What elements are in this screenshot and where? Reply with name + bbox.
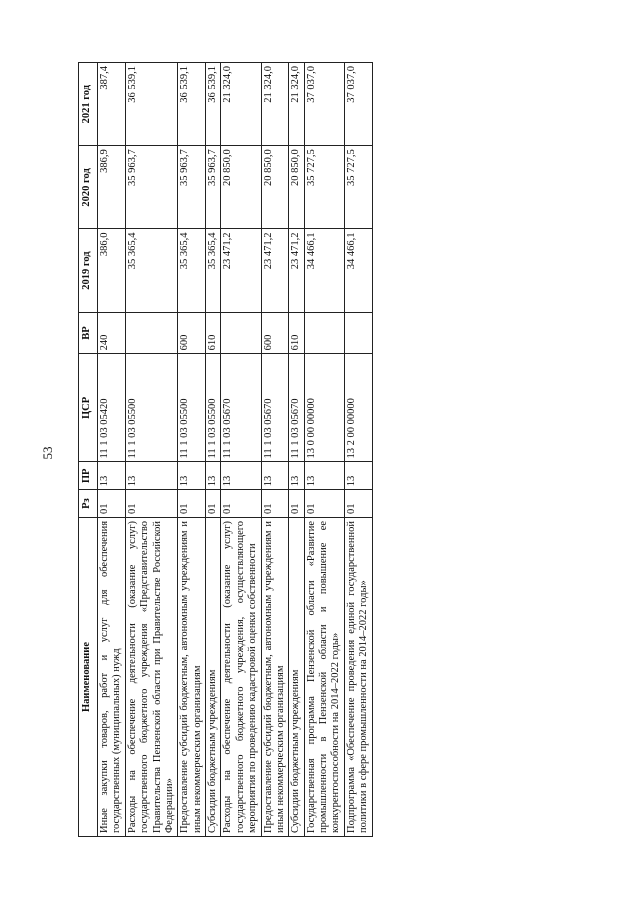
table-row bbox=[344, 63, 372, 837]
row-csr: 13 2 00 00000 bbox=[344, 354, 372, 462]
row-2019: 386,0 bbox=[98, 229, 126, 312]
row-vr: 240 bbox=[98, 312, 126, 354]
row-2019: 34 466,1 bbox=[304, 229, 344, 312]
table-row bbox=[289, 63, 304, 837]
row-rz: 01 bbox=[304, 490, 344, 518]
row-2020: 20 850,0 bbox=[289, 146, 304, 229]
header-2019: 2019 год bbox=[79, 229, 98, 312]
table-row bbox=[304, 63, 344, 837]
row-2021: 37 037,0 bbox=[344, 63, 372, 146]
row-vr: 600 bbox=[178, 312, 206, 354]
header-csr: ЦСР bbox=[79, 354, 98, 462]
row-2021: 36 539,1 bbox=[206, 63, 221, 146]
table-row bbox=[221, 63, 261, 837]
row-name: Предоставление субсидий бюджетным, автономным учреждениям и иным некоммерческим организациям bbox=[178, 517, 206, 836]
header-rz: Рз bbox=[79, 490, 98, 518]
table-row bbox=[178, 63, 206, 837]
row-2019: 35 365,4 bbox=[206, 229, 221, 312]
row-2019: 23 471,2 bbox=[261, 229, 289, 312]
row-2019: 23 471,2 bbox=[289, 229, 304, 312]
row-pr: 13 bbox=[304, 462, 344, 490]
row-pr: 13 bbox=[125, 462, 178, 490]
table-row bbox=[261, 63, 289, 837]
header-2020: 2020 год bbox=[79, 146, 98, 229]
row-rz: 01 bbox=[178, 490, 206, 518]
row-2020: 35 727,5 bbox=[344, 146, 372, 229]
row-name: Государственная программа Пензенской области «Развитие промышленности в Пензенской области и повышение ее конкурентоспособности на 2014–2022 годы» bbox=[304, 517, 344, 836]
budget-table bbox=[78, 62, 373, 837]
table-row bbox=[125, 63, 178, 837]
table-row bbox=[206, 63, 221, 837]
row-vr bbox=[304, 312, 344, 354]
row-2019: 35 365,4 bbox=[125, 229, 178, 312]
row-name: Расходы на обеспечение деятельности (оказание услуг) государственного бюджетного учреждения, осуществляющего мероприятия по проведению кадастровой оценки собственности bbox=[221, 517, 261, 836]
header-name: Наименование bbox=[79, 517, 98, 836]
row-2021: 36 539,1 bbox=[178, 63, 206, 146]
row-2021: 387,4 bbox=[98, 63, 126, 146]
row-csr: 11 1 03 05670 bbox=[289, 354, 304, 462]
row-pr: 13 bbox=[206, 462, 221, 490]
row-2021: 21 324,0 bbox=[289, 63, 304, 146]
row-vr: 600 bbox=[261, 312, 289, 354]
row-2020: 35 963,7 bbox=[178, 146, 206, 229]
row-2021: 37 037,0 bbox=[304, 63, 344, 146]
row-csr: 11 1 03 05500 bbox=[206, 354, 221, 462]
rotated-page-content bbox=[78, 62, 463, 837]
row-vr bbox=[221, 312, 261, 354]
row-2019: 23 471,2 bbox=[221, 229, 261, 312]
row-2021: 36 539,1 bbox=[125, 63, 178, 146]
row-csr: 11 1 03 05500 bbox=[178, 354, 206, 462]
row-name: Подпрограмма «Обеспечение проведения единой государственной политики в сфере промышленности на 2014–2022 годы» bbox=[344, 517, 372, 836]
row-csr: 11 1 03 05420 bbox=[98, 354, 126, 462]
row-vr bbox=[125, 312, 178, 354]
row-vr: 610 bbox=[289, 312, 304, 354]
row-2021: 21 324,0 bbox=[261, 63, 289, 146]
row-name: Субсидии бюджетным учреждениям bbox=[206, 517, 221, 836]
row-pr: 13 bbox=[178, 462, 206, 490]
row-rz: 01 bbox=[125, 490, 178, 518]
row-pr: 13 bbox=[344, 462, 372, 490]
header-2021: 2021 год bbox=[79, 63, 98, 146]
row-name: Субсидии бюджетным учреждениям bbox=[289, 517, 304, 836]
row-rz: 01 bbox=[206, 490, 221, 518]
row-vr bbox=[344, 312, 372, 354]
row-rz: 01 bbox=[344, 490, 372, 518]
header-pr: ПР bbox=[79, 462, 98, 490]
header-vr: ВР bbox=[79, 312, 98, 354]
row-2019: 34 466,1 bbox=[344, 229, 372, 312]
row-name: Предоставление субсидий бюджетным, автономным учреждениям и иным некоммерческим организациям bbox=[261, 517, 289, 836]
row-pr: 13 bbox=[261, 462, 289, 490]
row-pr: 13 bbox=[98, 462, 126, 490]
table-header-row bbox=[79, 63, 98, 837]
row-pr: 13 bbox=[221, 462, 261, 490]
row-name: Иные закупки товаров, работ и услуг для обеспечения государственных (муниципальных) нужд bbox=[98, 517, 126, 836]
row-rz: 01 bbox=[261, 490, 289, 518]
row-csr: 11 1 03 05670 bbox=[261, 354, 289, 462]
row-name: Расходы на обеспечение деятельности (оказание услуг) государственного бюджетного учреждения «Представительство Правительства Пензенской области при Правительстве Российской Федерации» bbox=[125, 517, 178, 836]
table-row bbox=[98, 63, 126, 837]
row-pr: 13 bbox=[289, 462, 304, 490]
row-rz: 01 bbox=[98, 490, 126, 518]
row-rz: 01 bbox=[221, 490, 261, 518]
row-2021: 21 324,0 bbox=[221, 63, 261, 146]
row-2020: 35 727,5 bbox=[304, 146, 344, 229]
row-csr: 11 1 03 05500 bbox=[125, 354, 178, 462]
row-2020: 35 963,7 bbox=[206, 146, 221, 229]
page-number: 53 bbox=[40, 446, 55, 460]
row-2020: 20 850,0 bbox=[221, 146, 261, 229]
row-rz: 01 bbox=[289, 490, 304, 518]
row-csr: 13 0 00 00000 bbox=[304, 354, 344, 462]
row-csr: 11 1 03 05670 bbox=[221, 354, 261, 462]
row-2019: 35 365,4 bbox=[178, 229, 206, 312]
row-vr: 610 bbox=[206, 312, 221, 354]
row-2020: 386,9 bbox=[98, 146, 126, 229]
row-2020: 20 850,0 bbox=[261, 146, 289, 229]
row-2020: 35 963,7 bbox=[125, 146, 178, 229]
